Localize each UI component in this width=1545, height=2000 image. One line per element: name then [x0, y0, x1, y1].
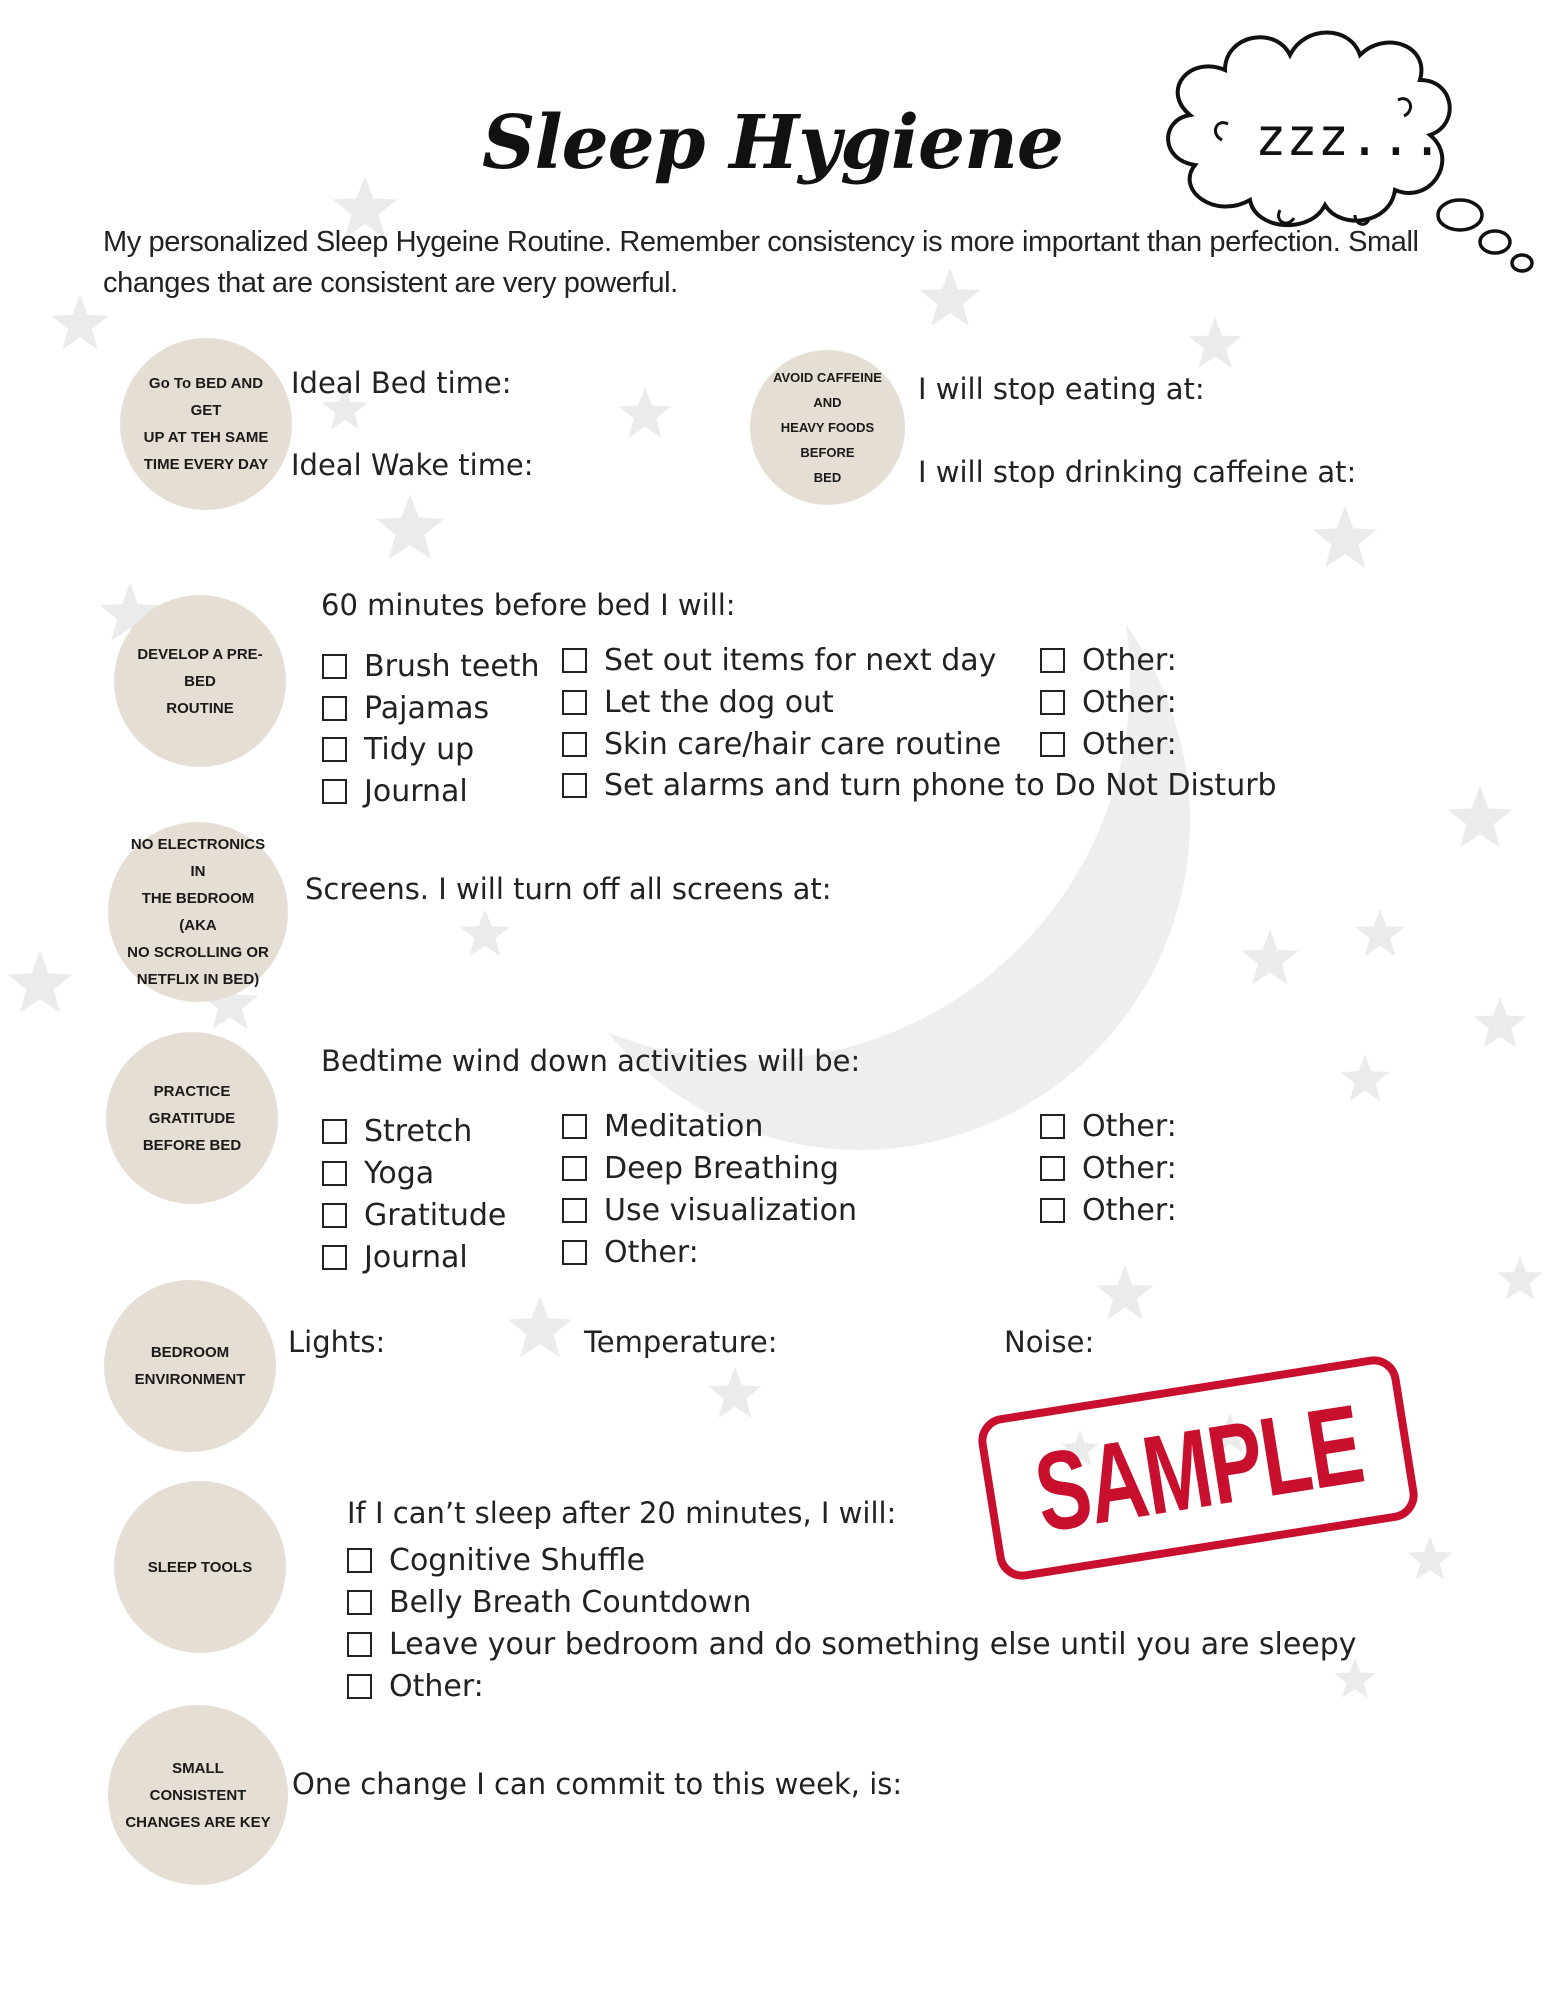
checkbox-box[interactable] [322, 1245, 347, 1270]
checkbox-label: Use visualization [604, 1193, 857, 1228]
star-icon [52, 295, 109, 349]
checkbox-box[interactable] [562, 1240, 587, 1265]
checkbox-brush-teeth[interactable] [322, 649, 540, 684]
checkbox-label: Tidy up [364, 732, 475, 767]
star-icon [1313, 506, 1378, 568]
ideal-wake-time-label: Ideal Wake time: [291, 448, 534, 482]
badge-line: TIME EVERY DAY [143, 456, 269, 473]
checkbox-box[interactable] [1040, 690, 1065, 715]
badge-practice-gratitude [106, 1032, 278, 1204]
badge-line: THE BEDROOM (AKA [141, 890, 255, 934]
checkbox-box[interactable] [562, 690, 587, 715]
badge-line: SMALL CONSISTENT [149, 1759, 247, 1804]
temperature-label: Temperature: [584, 1325, 778, 1359]
checkbox-label: Other: [1082, 1151, 1177, 1186]
stamp-text-wrap [975, 1353, 1422, 1584]
checkbox-box[interactable] [322, 737, 347, 762]
badge-line: ENVIRONMENT [134, 1371, 246, 1388]
star-icon [1242, 930, 1299, 984]
commit-label: One change I can commit to this week, is: [292, 1767, 903, 1801]
checkbox-label: Meditation [604, 1109, 764, 1144]
star-icon [460, 909, 509, 956]
checkbox-label: Deep Breathing [604, 1151, 839, 1186]
star-icon [1355, 909, 1404, 956]
badge-bedroom-environment [104, 1280, 276, 1452]
checkbox-other[interactable] [1040, 727, 1177, 762]
cant-sleep-heading: If I can’t sleep after 20 minutes, I will: [347, 1496, 897, 1530]
checkbox-box[interactable] [562, 773, 587, 798]
checkbox-label: Set out items for next day [604, 643, 997, 678]
checkbox-pajamas[interactable] [322, 691, 489, 726]
checkbox-box[interactable] [1040, 648, 1065, 673]
prebed-heading: 60 minutes before bed I will: [321, 588, 736, 622]
star-icon [1448, 786, 1513, 848]
checkbox-box[interactable] [347, 1674, 372, 1699]
checkbox-label: Other: [1082, 727, 1177, 762]
badge-line: PRACTICE GRATITUDE [148, 1082, 236, 1127]
badge-line: Go To BED AND GET [148, 375, 264, 419]
star-icon [376, 494, 444, 559]
star-icon [1497, 1256, 1543, 1299]
star-icon [1340, 1054, 1389, 1101]
checkbox-label: Belly Breath Countdown [389, 1585, 752, 1620]
badge-line: BED [813, 470, 842, 485]
checkbox-box[interactable] [347, 1548, 372, 1573]
checkbox-meditation[interactable] [562, 1109, 763, 1144]
badge-line: AVOID CAFFEINE AND [773, 370, 882, 410]
checkbox-box[interactable] [562, 648, 587, 673]
checkbox-box[interactable] [322, 1203, 347, 1228]
badge-line: NO ELECTRONICS IN [130, 836, 266, 880]
badge-sleep-tools [114, 1481, 286, 1653]
checkbox-label: Gratitude [364, 1198, 507, 1233]
noise-label: Noise: [1004, 1325, 1095, 1359]
star-icon [1334, 1658, 1376, 1698]
checkbox-label: Leave your bedroom and do something else until you are sleepy [389, 1627, 1357, 1662]
checkbox-visualization[interactable] [562, 1193, 857, 1228]
badge-line: UP AT TEH SAME [143, 429, 269, 446]
badge-line: BEDROOM [150, 1344, 230, 1361]
badge-line: CHANGES ARE KEY [125, 1813, 271, 1831]
badge-small-consistent-changes [108, 1705, 288, 1885]
lights-label: Lights: [288, 1325, 386, 1359]
stop-eating-label: I will stop eating at: [918, 372, 1205, 406]
badge-line: NETFLIX IN BED) [136, 971, 260, 988]
checkbox-other[interactable] [1040, 685, 1177, 720]
checkbox-other[interactable] [1040, 1109, 1177, 1144]
checkbox-gratitude[interactable] [322, 1198, 506, 1233]
checkbox-label: Set alarms and turn phone to Do Not Disturb [604, 768, 1277, 803]
checkbox-box[interactable] [347, 1632, 372, 1657]
cloud-text: zzz... [1255, 108, 1443, 168]
checkbox-label: Brush teeth [364, 649, 540, 684]
star-icon [618, 387, 671, 438]
badge-line: NO SCROLLING OR [127, 944, 269, 961]
checkbox-box[interactable] [562, 1114, 587, 1139]
star-icon [1188, 317, 1241, 368]
stop-caffeine-label: I will stop drinking caffeine at: [918, 455, 1357, 489]
page-title: Sleep Hygiene [482, 100, 1063, 186]
checkbox-other[interactable] [1040, 1193, 1177, 1228]
checkbox-box[interactable] [322, 779, 347, 804]
checkbox-tidy-up[interactable] [322, 732, 474, 767]
intro-paragraph: My personalized Sleep Hygeine Routine. Remember consistency is more important than perfection. Small changes that are consistent are very powerful. [103, 226, 1419, 299]
checkbox-label: Journal [364, 1240, 468, 1275]
checkbox-label: Other: [1082, 643, 1177, 678]
checkbox-cognitive-shuffle[interactable] [347, 1543, 645, 1578]
checkbox-label: Let the dog out [604, 685, 834, 720]
checkbox-box[interactable] [562, 1156, 587, 1181]
star-icon [8, 951, 73, 1013]
checkbox-deep-breathing[interactable] [562, 1151, 839, 1186]
checkbox-other[interactable] [1040, 643, 1177, 678]
star-icon [708, 1367, 761, 1418]
screens-label: Screens. I will turn off all screens at: [305, 872, 832, 906]
checkbox-label: Other: [389, 1669, 484, 1704]
checkbox-label: Other: [1082, 1109, 1177, 1144]
checkbox-box[interactable] [1040, 1198, 1065, 1223]
ideal-bed-time-label: Ideal Bed time: [291, 366, 512, 400]
badge-no-electronics [108, 822, 288, 1002]
checkbox-leave-bedroom[interactable] [347, 1627, 1357, 1662]
checkbox-box[interactable] [1040, 732, 1065, 757]
wind-down-heading: Bedtime wind down activities will be: [321, 1044, 861, 1078]
badge-pre-bed-routine [114, 595, 286, 767]
badge-line: DEVELOP A PRE-BED [137, 645, 263, 690]
badge-line: SLEEP TOOLS [147, 1558, 253, 1576]
checkbox-skin-care[interactable] [562, 727, 1001, 762]
badge-consistent-schedule [120, 338, 292, 510]
checkbox-box[interactable] [322, 696, 347, 721]
checkbox-set-out-items[interactable] [562, 643, 996, 678]
badge-line: HEAVY FOODS BEFORE [780, 420, 875, 460]
checkbox-belly-breath[interactable] [347, 1585, 751, 1620]
badge-avoid-caffeine [750, 350, 905, 505]
checkbox-label: Other: [1082, 685, 1177, 720]
checkbox-journal[interactable] [322, 1240, 468, 1275]
checkbox-label: Yoga [364, 1156, 435, 1191]
checkbox-label: Journal [364, 774, 468, 809]
checkbox-box[interactable] [1040, 1114, 1065, 1139]
star-icon [1097, 1265, 1154, 1319]
checkbox-let-dog-out[interactable] [562, 685, 834, 720]
checkbox-label: Other: [1082, 1193, 1177, 1228]
checkbox-label: Stretch [364, 1114, 473, 1149]
star-icon [1473, 997, 1526, 1048]
checkbox-label: Cognitive Shuffle [389, 1543, 646, 1578]
checkbox-box[interactable] [322, 654, 347, 679]
checkbox-stretch[interactable] [322, 1114, 472, 1149]
star-icon [508, 1296, 573, 1358]
checkbox-box[interactable] [322, 1119, 347, 1144]
badge-line: BEFORE BED [142, 1136, 242, 1154]
checkbox-journal[interactable] [322, 774, 468, 809]
badge-line: ROUTINE [166, 699, 234, 717]
checkbox-label: Pajamas [364, 691, 490, 726]
stamp-text: SAMPLE [1026, 1380, 1370, 1556]
checkbox-other[interactable] [1040, 1151, 1177, 1186]
checkbox-box[interactable] [322, 1161, 347, 1186]
sample-stamp [965, 1355, 1420, 1565]
checkbox-set-alarms[interactable] [562, 768, 1277, 803]
checkbox-box[interactable] [347, 1590, 372, 1615]
checkbox-box[interactable] [562, 1198, 587, 1223]
checkbox-label: Other: [604, 1235, 699, 1270]
checkbox-label: Skin care/hair care routine [604, 727, 1002, 762]
checkbox-other[interactable] [562, 1235, 699, 1270]
checkbox-box[interactable] [562, 732, 587, 757]
checkbox-other[interactable] [347, 1669, 484, 1704]
checkbox-yoga[interactable] [322, 1156, 434, 1191]
checkbox-box[interactable] [1040, 1156, 1065, 1181]
